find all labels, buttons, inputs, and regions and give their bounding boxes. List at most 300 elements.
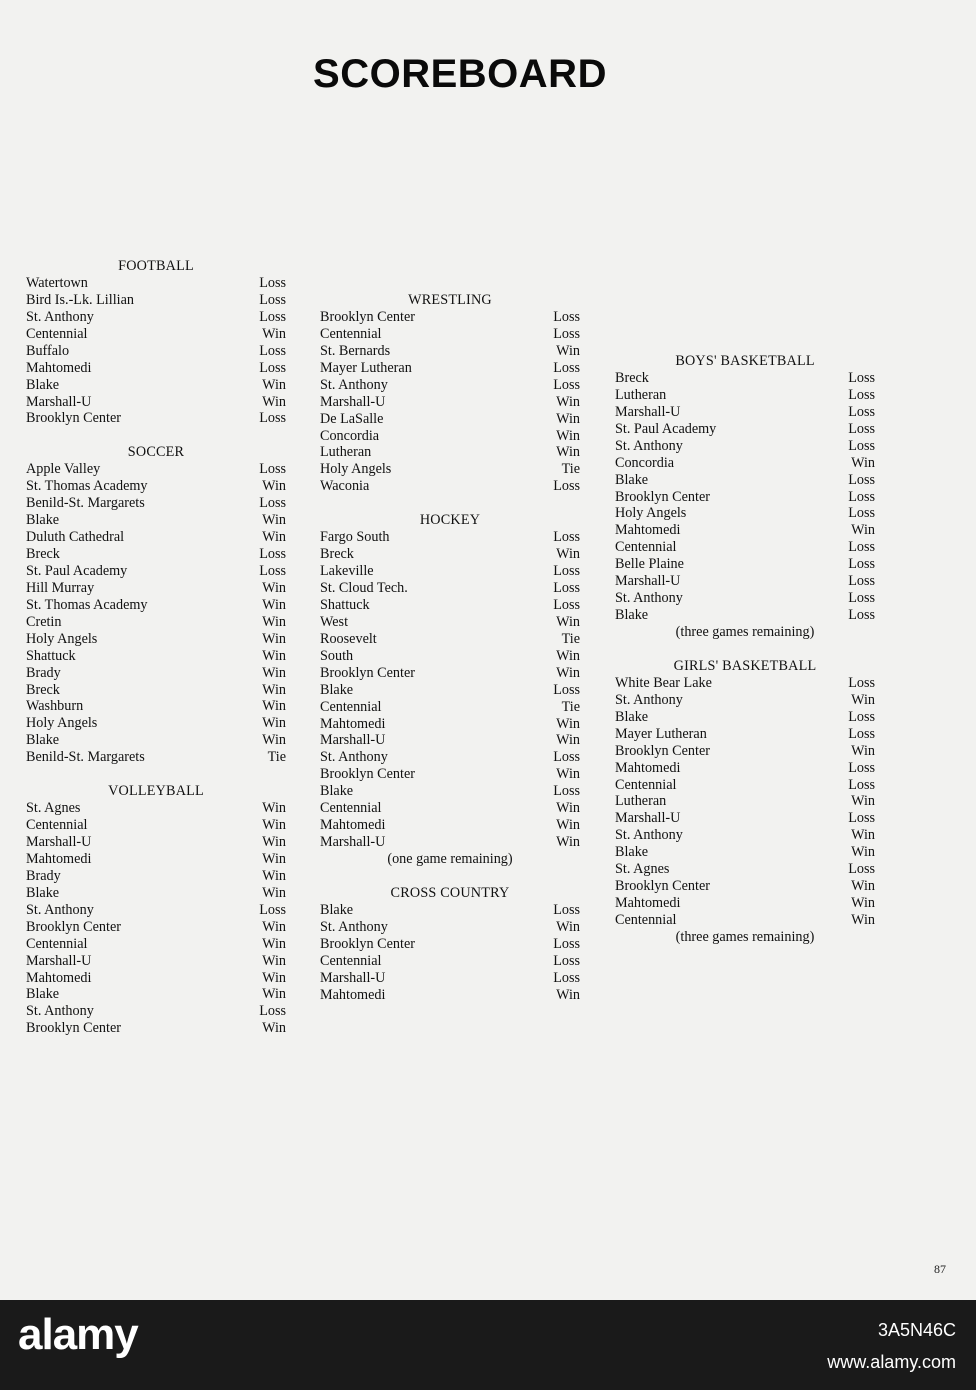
opponent-name: Bird Is.-Lk. Lillian xyxy=(26,291,134,308)
opponent-name: Benild-St. Margarets xyxy=(26,749,145,766)
game-result: Win xyxy=(262,952,286,969)
opponent-name: Lutheran xyxy=(320,444,372,461)
opponent-name: Breck xyxy=(26,546,60,563)
column-middle xyxy=(320,292,580,1004)
opponent-name: Blake xyxy=(320,901,354,918)
games-wrestling xyxy=(320,309,580,495)
opponent-name: Marshall-U xyxy=(320,732,386,749)
game-result: Win xyxy=(262,647,286,664)
game-result: Win xyxy=(851,793,875,810)
opponent-name: Blake xyxy=(26,986,60,1003)
games-volleyball xyxy=(26,800,286,1037)
opponent-name: Brooklyn Center xyxy=(320,766,415,783)
game-row xyxy=(320,800,580,817)
game-row xyxy=(26,410,286,427)
games-boys-basketball xyxy=(615,370,875,624)
game-result: Loss xyxy=(553,783,580,800)
game-result: Win xyxy=(262,698,286,715)
opponent-name: Holy Angels xyxy=(320,461,392,478)
opponent-name: Marshall-U xyxy=(320,834,386,851)
game-row xyxy=(26,936,286,953)
game-row xyxy=(320,478,580,495)
game-row xyxy=(320,919,580,936)
game-result: Loss xyxy=(553,952,580,969)
game-row xyxy=(615,438,875,455)
game-result: Win xyxy=(851,454,875,471)
opponent-name: Mayer Lutheran xyxy=(615,725,707,742)
game-row xyxy=(26,529,286,546)
game-result: Win xyxy=(262,596,286,613)
game-result: Loss xyxy=(848,810,875,827)
game-row xyxy=(26,377,286,394)
game-result: Win xyxy=(851,827,875,844)
section-boys-basketball xyxy=(615,353,875,641)
game-row xyxy=(320,580,580,597)
opponent-name: Shattuck xyxy=(26,647,76,664)
game-result: Loss xyxy=(259,1003,286,1020)
game-result: Loss xyxy=(553,681,580,698)
game-row xyxy=(615,743,875,760)
game-result: Win xyxy=(851,742,875,759)
game-row xyxy=(615,387,875,404)
game-row xyxy=(320,377,580,394)
game-row xyxy=(26,309,286,326)
opponent-name: Mayer Lutheran xyxy=(320,359,412,376)
opponent-name: St. Anthony xyxy=(615,691,683,708)
opponent-name: Centennial xyxy=(26,325,88,342)
opponent-name: Concordia xyxy=(615,454,675,471)
opponent-name: Marshall-U xyxy=(26,834,92,851)
game-result: Win xyxy=(262,630,286,647)
game-row xyxy=(320,411,580,428)
note-boys-basketball: (three games remaining) xyxy=(675,624,815,641)
opponent-name: St. Anthony xyxy=(26,1003,94,1020)
page-title: SCOREBOARD xyxy=(313,52,607,96)
site-url: www.alamy.com xyxy=(827,1352,956,1372)
game-result: Loss xyxy=(259,342,286,359)
game-row xyxy=(320,699,580,716)
game-result: Loss xyxy=(848,505,875,522)
opponent-name: Fargo South xyxy=(320,529,390,546)
game-row xyxy=(26,800,286,817)
game-result: Win xyxy=(262,478,286,495)
opponent-name: St. Anthony xyxy=(615,437,683,454)
game-result: Win xyxy=(851,844,875,861)
column-right xyxy=(615,353,875,946)
game-result: Win xyxy=(556,342,580,359)
opponent-name: Roosevelt xyxy=(320,630,377,647)
game-row xyxy=(320,987,580,1004)
game-result: Win xyxy=(556,834,580,851)
game-row xyxy=(26,292,286,309)
game-row xyxy=(320,783,580,800)
game-result: Win xyxy=(556,986,580,1003)
game-row xyxy=(615,607,875,624)
game-row xyxy=(320,665,580,682)
opponent-name: Brooklyn Center xyxy=(26,1020,121,1037)
game-row xyxy=(320,749,580,766)
section-title-cross-country: CROSS COUNTRY xyxy=(390,884,510,901)
game-result: Win xyxy=(851,912,875,929)
game-result: Win xyxy=(851,522,875,539)
game-result: Win xyxy=(262,1020,286,1037)
opponent-name: St. Agnes xyxy=(26,800,81,817)
game-result: Loss xyxy=(848,437,875,454)
opponent-name: Blake xyxy=(320,681,354,698)
game-result: Win xyxy=(262,935,286,952)
game-result: Loss xyxy=(848,556,875,573)
game-row xyxy=(26,1003,286,1020)
opponent-name: South xyxy=(320,647,354,664)
game-row xyxy=(26,851,286,868)
game-result: Win xyxy=(556,800,580,817)
opponent-name: Apple Valley xyxy=(26,461,101,478)
section-title-girls-basketball: GIRLS' BASKETBALL xyxy=(673,657,817,674)
game-row xyxy=(320,360,580,377)
opponent-name: Duluth Cathedral xyxy=(26,529,125,546)
opponent-name: Marshall-U xyxy=(320,969,386,986)
game-row xyxy=(320,902,580,919)
game-row xyxy=(26,749,286,766)
game-row xyxy=(320,936,580,953)
opponent-name: Blake xyxy=(615,844,649,861)
game-result: Loss xyxy=(553,478,580,495)
section-soccer xyxy=(26,444,286,766)
game-result: Loss xyxy=(848,776,875,793)
opponent-name: Brooklyn Center xyxy=(615,488,710,505)
games-cross-country xyxy=(320,902,580,1004)
opponent-name: Blake xyxy=(26,884,60,901)
game-row xyxy=(26,597,286,614)
game-result: Win xyxy=(262,529,286,546)
game-row xyxy=(26,478,286,495)
game-row xyxy=(320,631,580,648)
game-result: Loss xyxy=(259,562,286,579)
game-result: Loss xyxy=(553,969,580,986)
opponent-name: Centennial xyxy=(320,325,382,342)
game-row xyxy=(615,726,875,743)
game-row xyxy=(320,394,580,411)
opponent-name: St. Agnes xyxy=(615,861,670,878)
opponent-name: Holy Angels xyxy=(615,505,687,522)
game-result: Win xyxy=(556,732,580,749)
game-result: Win xyxy=(262,715,286,732)
games-football xyxy=(26,275,286,427)
game-result: Loss xyxy=(848,488,875,505)
game-result: Loss xyxy=(553,308,580,325)
opponent-name: St. Anthony xyxy=(615,827,683,844)
game-row xyxy=(26,919,286,936)
game-result: Win xyxy=(262,969,286,986)
game-result: Loss xyxy=(259,410,286,427)
opponent-name: Centennial xyxy=(615,539,677,556)
section-title-boys-basketball: BOYS' BASKETBALL xyxy=(675,353,815,369)
opponent-name: Mahtomedi xyxy=(615,759,681,776)
opponent-name: Blake xyxy=(615,708,649,725)
opponent-name: Marshall-U xyxy=(615,403,681,420)
game-result: Win xyxy=(556,766,580,783)
game-result: Win xyxy=(851,691,875,708)
section-title-volleyball: VOLLEYBALL xyxy=(108,783,204,800)
game-result: Win xyxy=(262,918,286,935)
game-row xyxy=(615,370,875,387)
opponent-name: St. Anthony xyxy=(26,308,94,325)
game-result: Win xyxy=(262,867,286,884)
opponent-name: Mahtomedi xyxy=(26,850,92,867)
game-row xyxy=(26,970,286,987)
game-row xyxy=(615,556,875,573)
game-row xyxy=(320,732,580,749)
game-result: Tie xyxy=(561,461,580,478)
opponent-name: St. Anthony xyxy=(26,901,94,918)
opponent-name: Blake xyxy=(615,607,649,624)
game-row xyxy=(26,834,286,851)
game-result: Win xyxy=(262,613,286,630)
game-row xyxy=(615,878,875,895)
game-result: Tie xyxy=(561,698,580,715)
game-result: Win xyxy=(556,918,580,935)
section-volleyball xyxy=(26,783,286,1037)
game-row xyxy=(26,495,286,512)
game-result: Loss xyxy=(848,369,875,386)
game-result: Loss xyxy=(259,274,286,291)
opponent-name: Brooklyn Center xyxy=(615,878,710,895)
game-result: Loss xyxy=(259,308,286,325)
opponent-name: Blake xyxy=(26,512,60,529)
game-row xyxy=(615,590,875,607)
game-result: Win xyxy=(262,512,286,529)
opponent-name: St. Paul Academy xyxy=(26,562,128,579)
game-result: Win xyxy=(556,427,580,444)
game-row xyxy=(615,404,875,421)
game-row xyxy=(26,512,286,529)
game-result: Loss xyxy=(553,580,580,597)
opponent-name: St. Paul Academy xyxy=(615,420,717,437)
game-result: Win xyxy=(262,800,286,817)
game-result: Win xyxy=(851,878,875,895)
opponent-name: St. Anthony xyxy=(320,376,388,393)
game-row xyxy=(615,489,875,506)
game-result: Loss xyxy=(848,573,875,590)
game-row xyxy=(615,692,875,709)
game-row xyxy=(26,885,286,902)
game-result: Loss xyxy=(553,563,580,580)
opponent-name: Brooklyn Center xyxy=(320,308,415,325)
games-girls-basketball xyxy=(615,675,875,929)
game-result: Loss xyxy=(553,529,580,546)
opponent-name: Brooklyn Center xyxy=(615,742,710,759)
opponent-name: St. Anthony xyxy=(615,590,683,607)
opponent-name: Belle Plaine xyxy=(615,556,684,573)
game-result: Win xyxy=(262,579,286,596)
game-row xyxy=(26,343,286,360)
opponent-name: Centennial xyxy=(320,698,382,715)
game-result: Win xyxy=(556,410,580,427)
game-row xyxy=(26,953,286,970)
game-row xyxy=(615,505,875,522)
opponent-name: St. Thomas Academy xyxy=(26,596,148,613)
opponent-name: Breck xyxy=(320,546,354,563)
game-result: Loss xyxy=(553,376,580,393)
opponent-name: Watertown xyxy=(26,274,88,291)
image-id: 3A5N46C xyxy=(877,1320,956,1340)
game-row xyxy=(615,522,875,539)
games-soccer xyxy=(26,461,286,766)
section-title-football: FOOTBALL xyxy=(118,258,194,274)
game-row xyxy=(26,326,286,343)
game-row xyxy=(26,461,286,478)
opponent-name: Marshall-U xyxy=(615,810,681,827)
opponent-name: Mahtomedi xyxy=(615,522,681,539)
game-row xyxy=(320,444,580,461)
game-row xyxy=(615,810,875,827)
section-girls-basketball xyxy=(615,658,875,946)
game-row xyxy=(26,614,286,631)
game-row xyxy=(320,597,580,614)
opponent-name: Marshall-U xyxy=(615,573,681,590)
game-result: Loss xyxy=(848,386,875,403)
game-row xyxy=(26,732,286,749)
game-result: Loss xyxy=(259,546,286,563)
game-row xyxy=(320,563,580,580)
game-result: Win xyxy=(556,546,580,563)
game-result: Tie xyxy=(561,630,580,647)
opponent-name: Lakeville xyxy=(320,563,374,580)
game-row xyxy=(26,1020,286,1037)
note-hockey: (one game remaining) xyxy=(387,851,513,868)
game-row xyxy=(26,631,286,648)
opponent-name: Breck xyxy=(26,681,60,698)
opponent-name: St. Thomas Academy xyxy=(26,478,148,495)
game-row xyxy=(26,394,286,411)
game-result: Win xyxy=(262,681,286,698)
game-row xyxy=(615,912,875,929)
game-result: Loss xyxy=(553,901,580,918)
game-row xyxy=(320,716,580,733)
game-result: Win xyxy=(556,664,580,681)
game-result: Loss xyxy=(553,325,580,342)
game-row xyxy=(26,682,286,699)
game-result: Loss xyxy=(848,759,875,776)
game-row xyxy=(26,580,286,597)
opponent-name: White Bear Lake xyxy=(615,674,712,691)
game-row xyxy=(320,648,580,665)
game-result: Loss xyxy=(553,359,580,376)
page-number: 87 xyxy=(934,1262,946,1276)
opponent-name: Mahtomedi xyxy=(26,359,92,376)
opponent-name: Brooklyn Center xyxy=(26,918,121,935)
opponent-name: Blake xyxy=(615,471,649,488)
section-football xyxy=(26,258,286,427)
game-row xyxy=(615,539,875,556)
game-result: Loss xyxy=(848,607,875,624)
game-row xyxy=(26,275,286,292)
note-girls-basketball: (three games remaining) xyxy=(675,928,815,945)
game-row xyxy=(320,614,580,631)
game-row xyxy=(615,777,875,794)
column-left xyxy=(26,258,286,1037)
game-row xyxy=(615,861,875,878)
game-result: Loss xyxy=(848,420,875,437)
game-row xyxy=(320,682,580,699)
game-result: Loss xyxy=(553,935,580,952)
game-result: Loss xyxy=(848,708,875,725)
game-result: Loss xyxy=(848,403,875,420)
opponent-name: Brooklyn Center xyxy=(320,664,415,681)
game-row xyxy=(320,343,580,360)
opponent-name: Mahtomedi xyxy=(320,715,386,732)
opponent-name: Breck xyxy=(615,369,649,386)
game-result: Win xyxy=(556,444,580,461)
opponent-name: Marshall-U xyxy=(26,393,92,410)
game-row xyxy=(26,715,286,732)
game-result: Loss xyxy=(848,590,875,607)
opponent-name: Brooklyn Center xyxy=(26,410,121,427)
opponent-name: Concordia xyxy=(320,427,380,444)
game-row xyxy=(615,827,875,844)
opponent-name: Mahtomedi xyxy=(615,895,681,912)
opponent-name: St. Anthony xyxy=(320,918,388,935)
games-hockey xyxy=(320,529,580,851)
game-row xyxy=(26,665,286,682)
game-result: Win xyxy=(262,817,286,834)
section-cross-country xyxy=(320,885,580,1004)
opponent-name: Holy Angels xyxy=(26,630,98,647)
game-row xyxy=(26,902,286,919)
game-result: Win xyxy=(556,647,580,664)
game-row xyxy=(26,546,286,563)
game-row xyxy=(320,817,580,834)
game-row xyxy=(26,563,286,580)
opponent-name: Washburn xyxy=(26,698,84,715)
game-row xyxy=(615,455,875,472)
game-result: Win xyxy=(262,850,286,867)
game-row xyxy=(615,895,875,912)
opponent-name: Centennial xyxy=(320,952,382,969)
opponent-name: Mahtomedi xyxy=(320,817,386,834)
game-row xyxy=(320,834,580,851)
opponent-name: Waconia xyxy=(320,478,370,495)
opponent-name: Brooklyn Center xyxy=(320,935,415,952)
game-row xyxy=(26,698,286,715)
game-result: Loss xyxy=(553,749,580,766)
opponent-name: Centennial xyxy=(615,776,677,793)
opponent-name: Hill Murray xyxy=(26,579,95,596)
game-result: Loss xyxy=(553,596,580,613)
opponent-name: De LaSalle xyxy=(320,410,384,427)
game-result: Loss xyxy=(259,291,286,308)
game-row xyxy=(320,428,580,445)
opponent-name: St. Bernards xyxy=(320,342,391,359)
opponent-name: St. Cloud Tech. xyxy=(320,580,408,597)
section-wrestling xyxy=(320,292,580,495)
section-title-soccer: SOCCER xyxy=(127,444,185,461)
section-title-wrestling: WRESTLING xyxy=(408,292,492,308)
alamy-logo: alamy xyxy=(18,1310,138,1359)
game-result: Win xyxy=(262,393,286,410)
opponent-name: St. Anthony xyxy=(320,749,388,766)
game-row xyxy=(615,844,875,861)
game-row xyxy=(615,675,875,692)
game-result: Win xyxy=(262,884,286,901)
opponent-name: West xyxy=(320,613,349,630)
opponent-name: Marshall-U xyxy=(320,393,386,410)
game-row xyxy=(320,461,580,478)
game-result: Loss xyxy=(259,495,286,512)
game-row xyxy=(320,529,580,546)
opponent-name: Blake xyxy=(26,376,60,393)
game-row xyxy=(320,309,580,326)
